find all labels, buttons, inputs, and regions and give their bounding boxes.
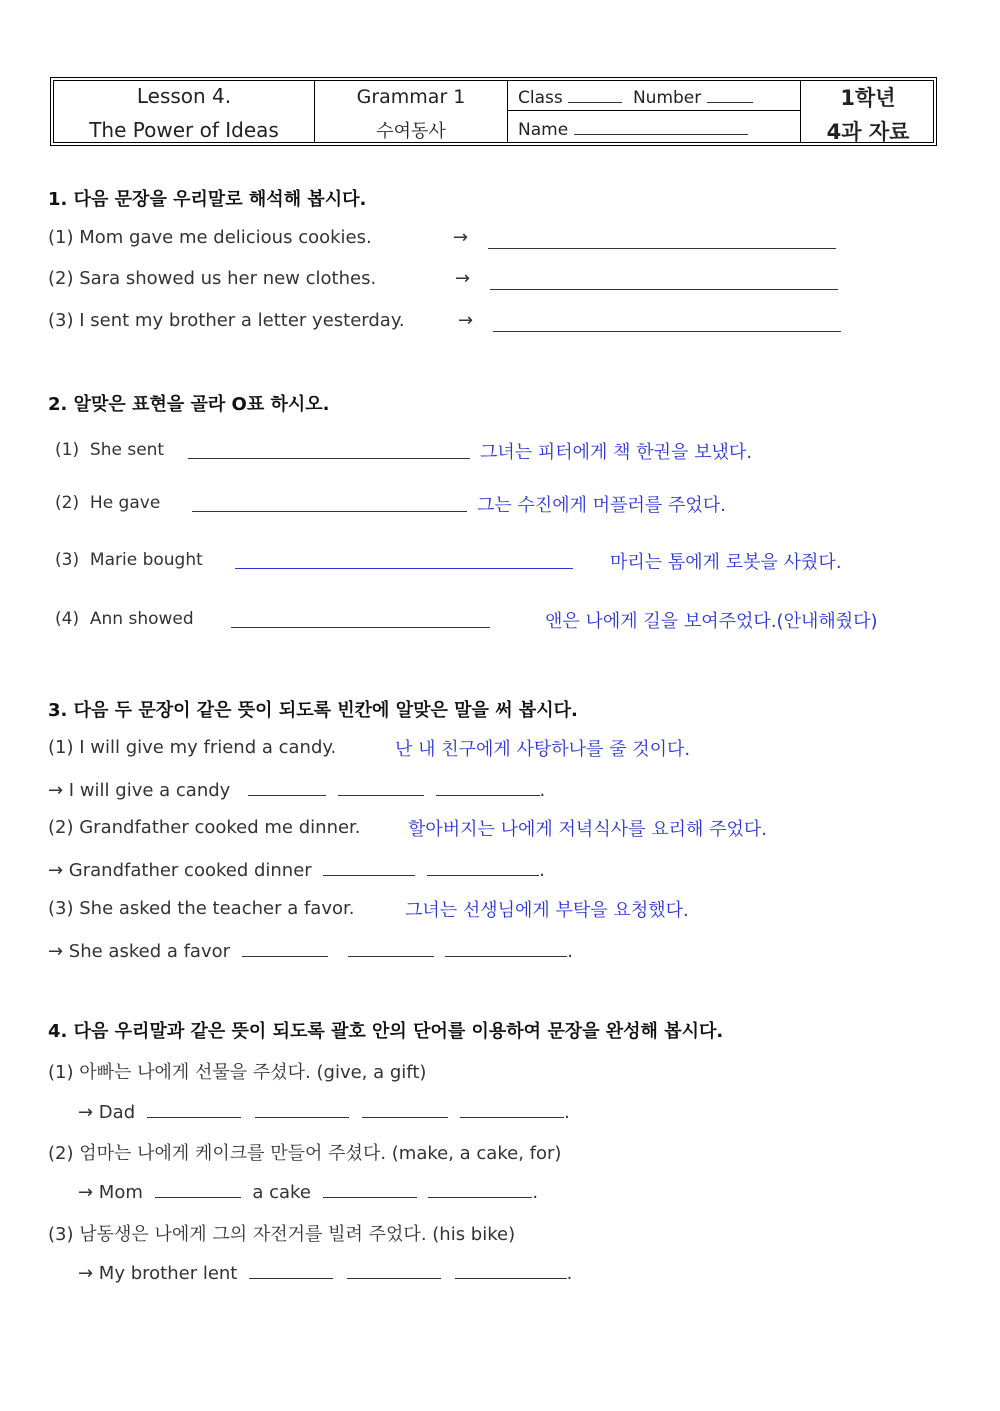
korean-hint: 그는 수진에게 머플러를 주었다. bbox=[477, 495, 726, 516]
korean-hint: 앤은 나에게 길을 보여주었다.(안내해줬다) bbox=[545, 611, 878, 632]
material-label: 4과 자료 bbox=[826, 120, 910, 144]
s2-item-1 bbox=[55, 440, 164, 460]
lesson-title: The Power of Ideas bbox=[89, 118, 279, 142]
item-text: Sara showed us her new clothes. bbox=[79, 268, 377, 289]
item-text: I sent my brother a letter yesterday. bbox=[79, 310, 405, 331]
answer-line[interactable] bbox=[235, 568, 573, 569]
item-number: (2) bbox=[55, 493, 80, 513]
arrow-icon: → bbox=[453, 227, 469, 248]
answer-line[interactable] bbox=[192, 511, 467, 512]
answer-blank[interactable] bbox=[445, 938, 567, 957]
item-number: (2) bbox=[48, 1143, 74, 1164]
s3-rewrite-2 bbox=[48, 857, 545, 881]
item-number: (1) bbox=[48, 227, 74, 248]
arrow-icon: → bbox=[458, 310, 474, 331]
header-divider bbox=[507, 81, 508, 142]
item-text: Marie bought bbox=[89, 550, 203, 570]
period: . bbox=[566, 1263, 573, 1284]
item-text: 남동생은 나에게 그의 자전거를 빌려 주었다. (his bike) bbox=[79, 1224, 516, 1245]
section-2-title: 2. 알맞은 표현을 골라 O표 하시오. bbox=[48, 394, 330, 415]
answer-blank[interactable] bbox=[249, 1260, 333, 1279]
item-text: Ann showed bbox=[89, 609, 194, 629]
s2-item-3 bbox=[55, 550, 203, 570]
answer-line[interactable] bbox=[493, 331, 841, 332]
answer-blank[interactable] bbox=[147, 1099, 241, 1118]
item-number: (2) bbox=[48, 268, 74, 289]
korean-hint: 그녀는 선생님에게 부탁을 요청했다. bbox=[405, 900, 689, 921]
s3-rewrite-3 bbox=[48, 938, 573, 962]
section-4-title: 4. 다음 우리말과 같은 뜻이 되도록 괄호 안의 단어를 이용하여 문장을 완성해 봅시다. bbox=[48, 1021, 724, 1042]
item-number: (3) bbox=[48, 310, 74, 331]
period: . bbox=[539, 780, 546, 801]
answer-blank[interactable] bbox=[347, 1260, 441, 1279]
answer-blank[interactable] bbox=[460, 1099, 564, 1118]
item-text: 아빠는 나에게 선물을 주셨다. (give, a gift) bbox=[79, 1062, 427, 1083]
answer-blank[interactable] bbox=[338, 777, 424, 796]
item-text: Mom gave me delicious cookies. bbox=[79, 227, 372, 248]
s2-item-2 bbox=[55, 493, 160, 513]
s4-item-3 bbox=[48, 1220, 515, 1246]
item-text: I will give my friend a candy. bbox=[79, 737, 337, 758]
answer-line[interactable] bbox=[490, 289, 838, 290]
header-divider bbox=[507, 110, 801, 111]
answer-line[interactable] bbox=[231, 627, 490, 628]
answer-mid: a cake bbox=[252, 1182, 311, 1203]
s3-rewrite-1 bbox=[48, 777, 545, 801]
class-field[interactable] bbox=[518, 84, 753, 108]
section-1-title: 1. 다음 문장을 우리말로 해석해 봅시다. bbox=[48, 189, 367, 210]
grade-label: 1학년 bbox=[840, 86, 896, 110]
korean-hint: 할아버지는 나에게 저녁식사를 요리해 주었다. bbox=[408, 819, 767, 840]
s1-item-2 bbox=[48, 268, 376, 289]
s4-answer-2 bbox=[78, 1179, 538, 1203]
item-text: He gave bbox=[89, 493, 161, 513]
name-blank[interactable] bbox=[574, 116, 748, 135]
item-number: (3) bbox=[48, 1224, 74, 1245]
header-inner bbox=[53, 80, 934, 143]
lesson-number: Lesson 4. bbox=[136, 84, 232, 108]
grammar-subtitle: 수여동사 bbox=[376, 121, 446, 142]
answer-blank[interactable] bbox=[255, 1099, 349, 1118]
item-number: (1) bbox=[48, 1062, 74, 1083]
answer-line[interactable] bbox=[488, 248, 836, 249]
number-blank[interactable] bbox=[707, 84, 753, 103]
answer-blank[interactable] bbox=[323, 1179, 417, 1198]
s3-item-1 bbox=[48, 737, 336, 758]
s3-item-3 bbox=[48, 898, 354, 919]
s4-item-1 bbox=[48, 1058, 426, 1084]
rewrite-text: → She asked a favor bbox=[48, 941, 231, 962]
period: . bbox=[539, 860, 545, 881]
name-label: Name bbox=[518, 120, 569, 140]
item-number: (3) bbox=[48, 898, 74, 919]
answer-blank[interactable] bbox=[248, 777, 326, 796]
rewrite-text: → I will give a candy bbox=[48, 780, 231, 801]
s3-item-2 bbox=[48, 817, 361, 838]
korean-hint: 마리는 톰에게 로봇을 사줬다. bbox=[610, 552, 842, 573]
period: . bbox=[567, 941, 573, 962]
class-label: Class bbox=[518, 88, 563, 108]
item-text: She asked the teacher a favor. bbox=[79, 898, 355, 919]
answer-start: → Mom bbox=[78, 1182, 143, 1203]
answer-blank[interactable] bbox=[155, 1179, 241, 1198]
answer-blank[interactable] bbox=[455, 1260, 567, 1279]
class-blank[interactable] bbox=[568, 84, 622, 103]
item-text: 엄마는 나에게 케이크를 만들어 주셨다. (make, a cake, for) bbox=[79, 1143, 562, 1164]
s4-answer-1 bbox=[78, 1099, 570, 1123]
answer-blank[interactable] bbox=[362, 1099, 448, 1118]
grammar-label: Grammar 1 bbox=[356, 86, 466, 108]
answer-blank[interactable] bbox=[242, 938, 328, 957]
korean-hint: 그녀는 피터에게 책 한권을 보냈다. bbox=[480, 442, 753, 463]
rewrite-text: → Grandfather cooked dinner bbox=[48, 860, 312, 881]
s2-item-4 bbox=[55, 609, 194, 629]
header-table bbox=[50, 77, 937, 146]
number-label: Number bbox=[632, 88, 702, 108]
name-field[interactable] bbox=[518, 116, 748, 140]
answer-blank[interactable] bbox=[427, 857, 539, 876]
s4-item-2 bbox=[48, 1139, 561, 1165]
arrow-icon: → bbox=[455, 268, 471, 289]
s1-item-3 bbox=[48, 310, 405, 331]
period: . bbox=[532, 1182, 539, 1203]
answer-start: → My brother lent bbox=[78, 1263, 238, 1284]
item-number: (3) bbox=[55, 550, 80, 570]
answer-blank[interactable] bbox=[348, 938, 434, 957]
answer-line[interactable] bbox=[188, 458, 470, 459]
answer-start: → Dad bbox=[78, 1102, 136, 1123]
korean-hint: 난 내 친구에게 사탕하나를 줄 것이다. bbox=[395, 739, 691, 760]
section-3-title: 3. 다음 두 문장이 같은 뜻이 되도록 빈칸에 알맞은 말을 써 봅시다. bbox=[48, 700, 578, 721]
period: . bbox=[564, 1102, 570, 1123]
answer-blank[interactable] bbox=[436, 777, 540, 796]
item-text: Grandfather cooked me dinner. bbox=[79, 817, 361, 838]
item-number: (1) bbox=[48, 737, 74, 758]
s1-item-1 bbox=[48, 227, 372, 248]
item-number: (4) bbox=[55, 609, 80, 629]
s4-answer-3 bbox=[78, 1260, 572, 1284]
answer-blank[interactable] bbox=[428, 1179, 532, 1198]
item-number: (2) bbox=[48, 817, 74, 838]
item-number: (1) bbox=[55, 440, 80, 460]
item-text: She sent bbox=[89, 440, 165, 460]
answer-blank[interactable] bbox=[323, 857, 415, 876]
